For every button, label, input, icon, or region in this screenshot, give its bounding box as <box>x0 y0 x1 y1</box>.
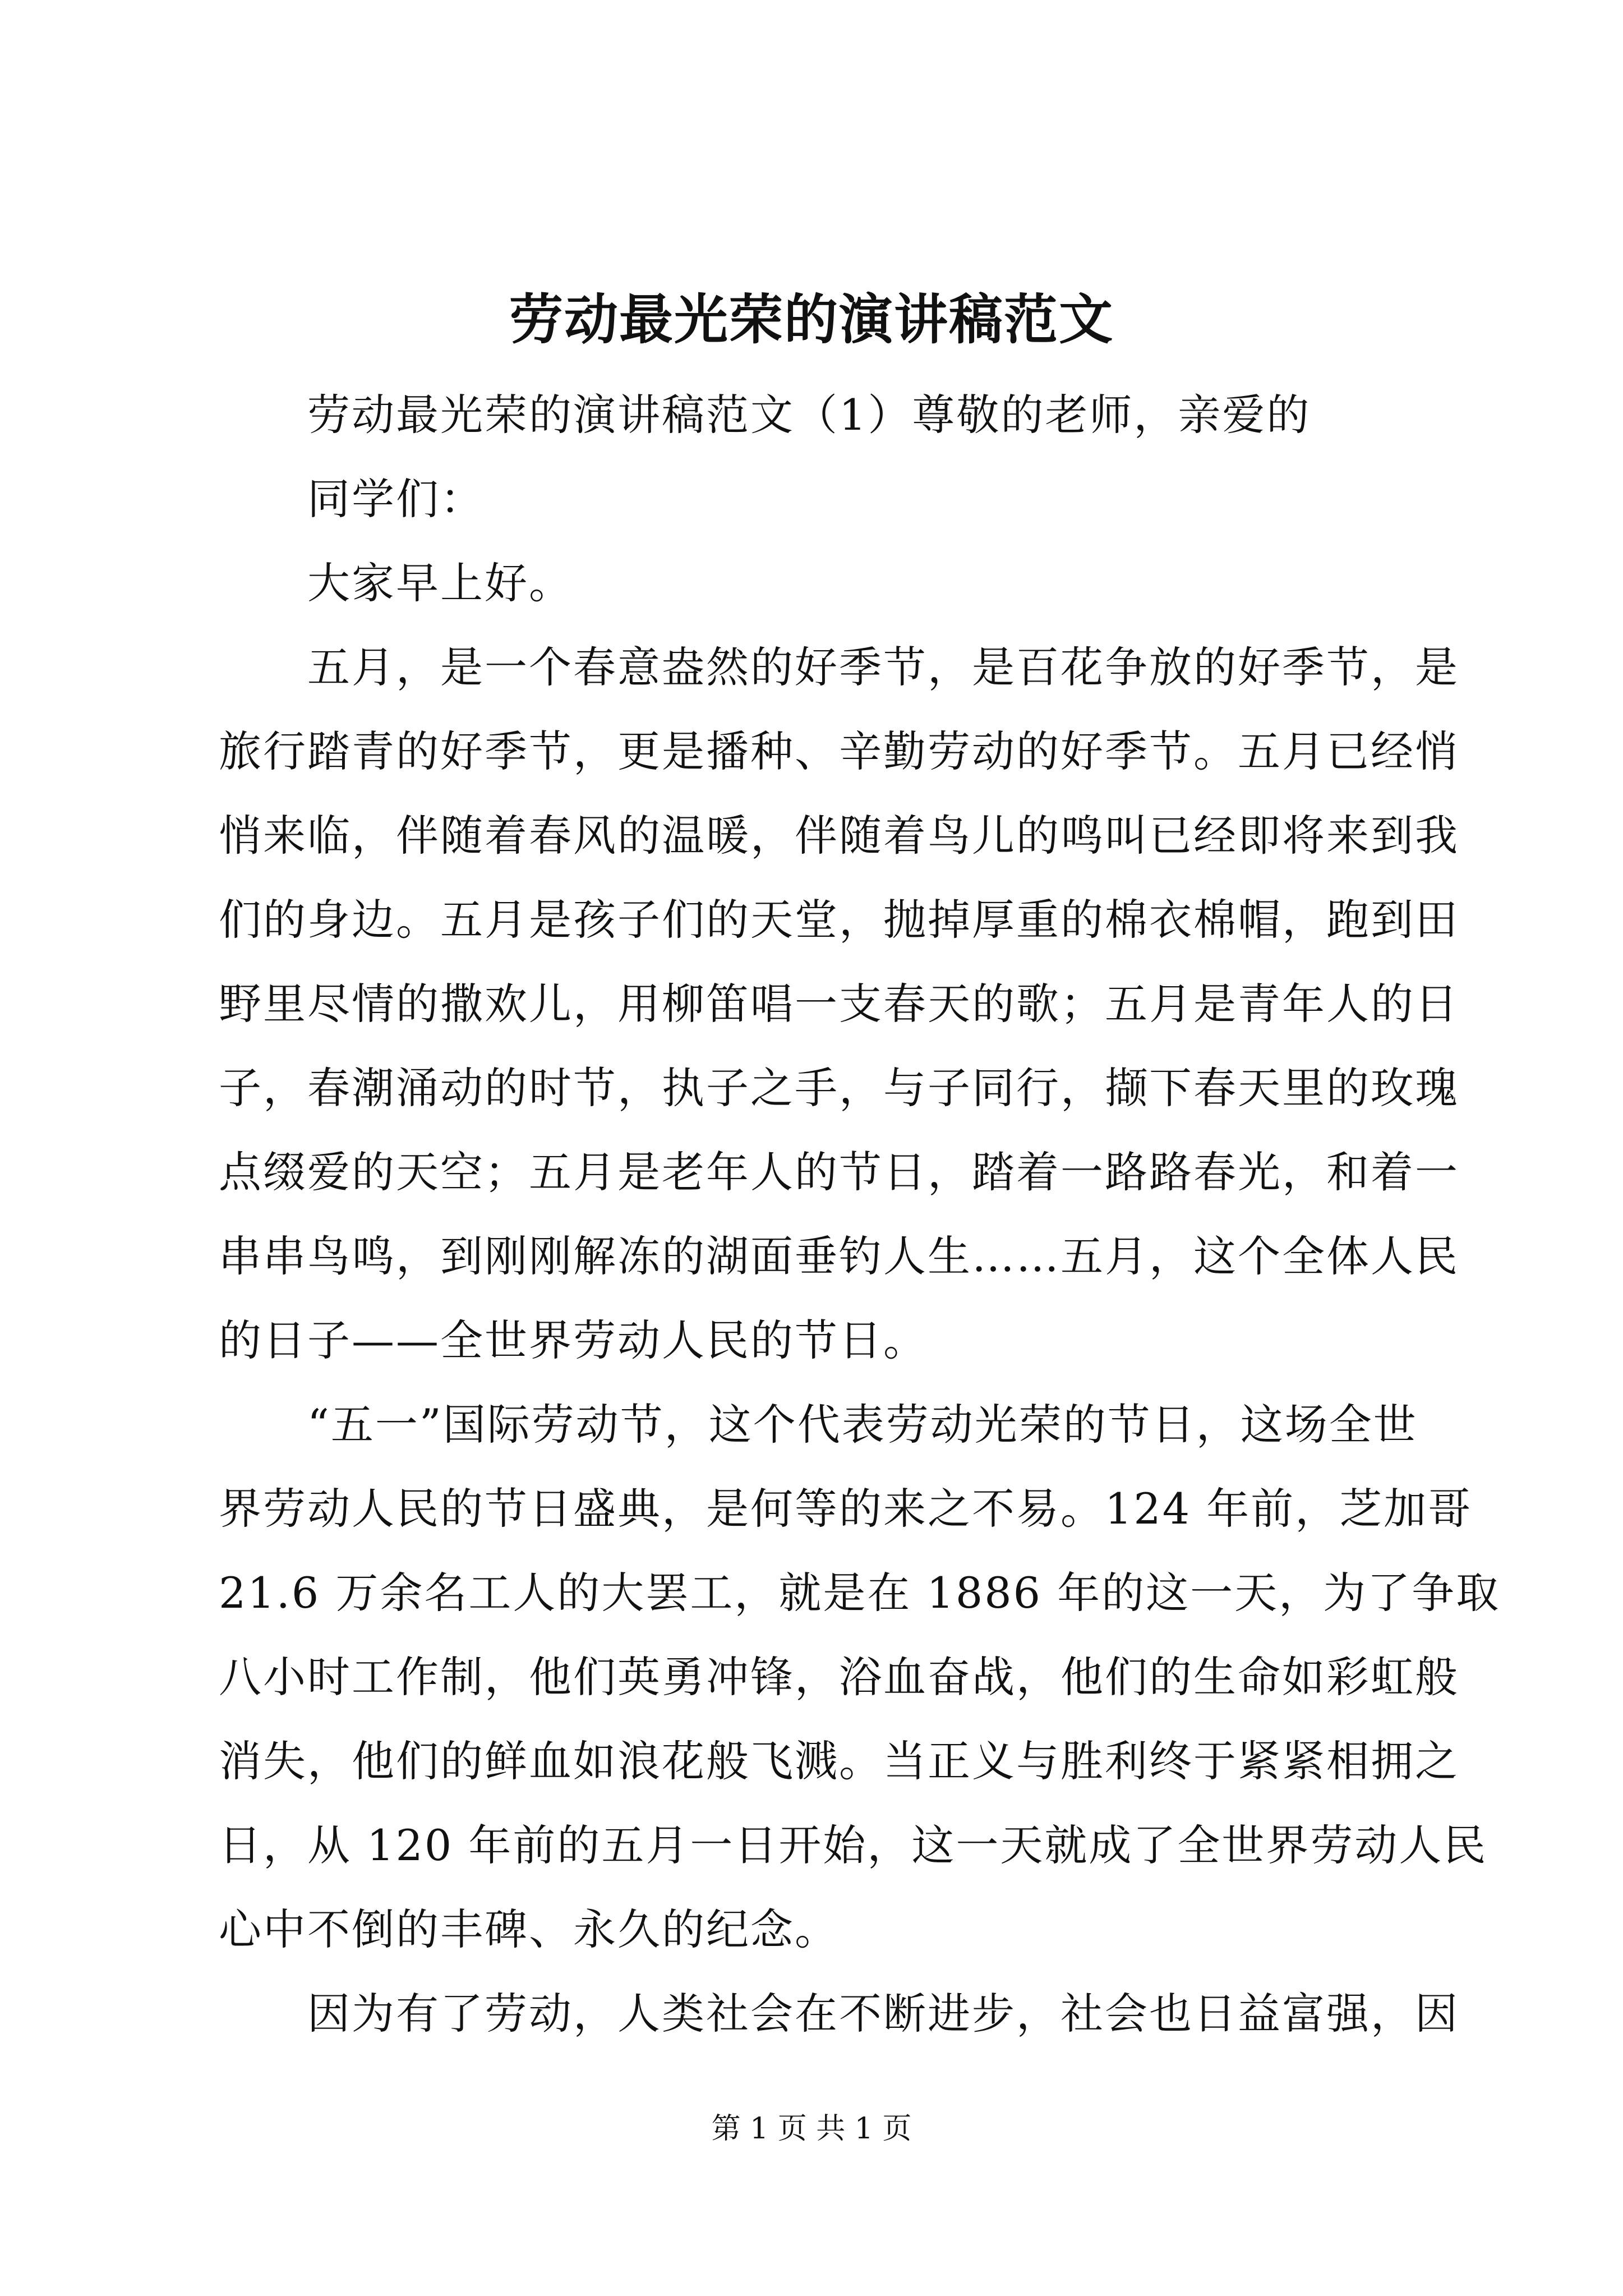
body-line: 界劳动人民的节日盛典，是何等的来之不易。124 年前，芝加哥 <box>219 1484 1473 1534</box>
body-line: 悄来临，伴随着春风的温暖，伴随着鸟儿的鸣叫已经即将来到我 <box>219 811 1459 861</box>
document-title: 劳动最光荣的演讲稿范文 <box>509 288 1114 351</box>
body-line: 串串鸟鸣，到刚刚解冻的湖面垂钓人生……五月，这个全体人民 <box>219 1231 1459 1281</box>
body-line: 日，从 120 年前的五月一日开始，这一天就成了全世界劳动人民 <box>219 1820 1488 1870</box>
body-line: 野里尽情的撒欢儿，用柳笛唱一支春天的歌；五月是青年人的日 <box>219 979 1459 1029</box>
body-line: 子，春潮涌动的时节，执子之手，与子同行，撷下春天里的玫瑰 <box>219 1063 1459 1113</box>
body-line: 点缀爱的天空；五月是老年人的节日，踏着一路路春光，和着一 <box>219 1147 1459 1197</box>
body-line: 的日子——全世界劳动人民的节日。 <box>219 1315 928 1365</box>
body-line: 大家早上好。 <box>219 558 573 608</box>
body-line: 心中不倒的丰碑、永久的纪念。 <box>219 1904 839 1954</box>
body-line: 消失，他们的鲜血如浪花般飞溅。当正义与胜利终于紧紧相拥之 <box>219 1736 1459 1786</box>
page-number-footer: 第 1 页 共 1 页 <box>711 2112 912 2146</box>
body-line: 八小时工作制，他们英勇冲锋，浴血奋战，他们的生命如彩虹般 <box>219 1652 1459 1702</box>
body-line: 21.6 万余名工人的大罢工，就是在 1886 年的这一天，为了争取 <box>219 1568 1501 1618</box>
body-line: “五一”国际劳动节，这个代表劳动光荣的节日，这场全世 <box>219 1400 1418 1450</box>
body-line: 因为有了劳动，人类社会在不断进步，社会也日益富强，因 <box>219 1989 1459 2039</box>
body-line: 五月，是一个春意盎然的好季节，是百花争放的好季节，是 <box>219 642 1459 692</box>
body-line: 劳动最光荣的演讲稿范文（1）尊敬的老师，亲爱的 <box>219 390 1311 440</box>
body-line: 旅行踏青的好季节，更是播种、辛勤劳动的好季节。五月已经悄 <box>219 726 1459 776</box>
body-line: 们的身边。五月是孩子们的天堂，抛掉厚重的棉衣棉帽，跑到田 <box>219 895 1459 945</box>
body-line: 同学们： <box>219 474 485 524</box>
